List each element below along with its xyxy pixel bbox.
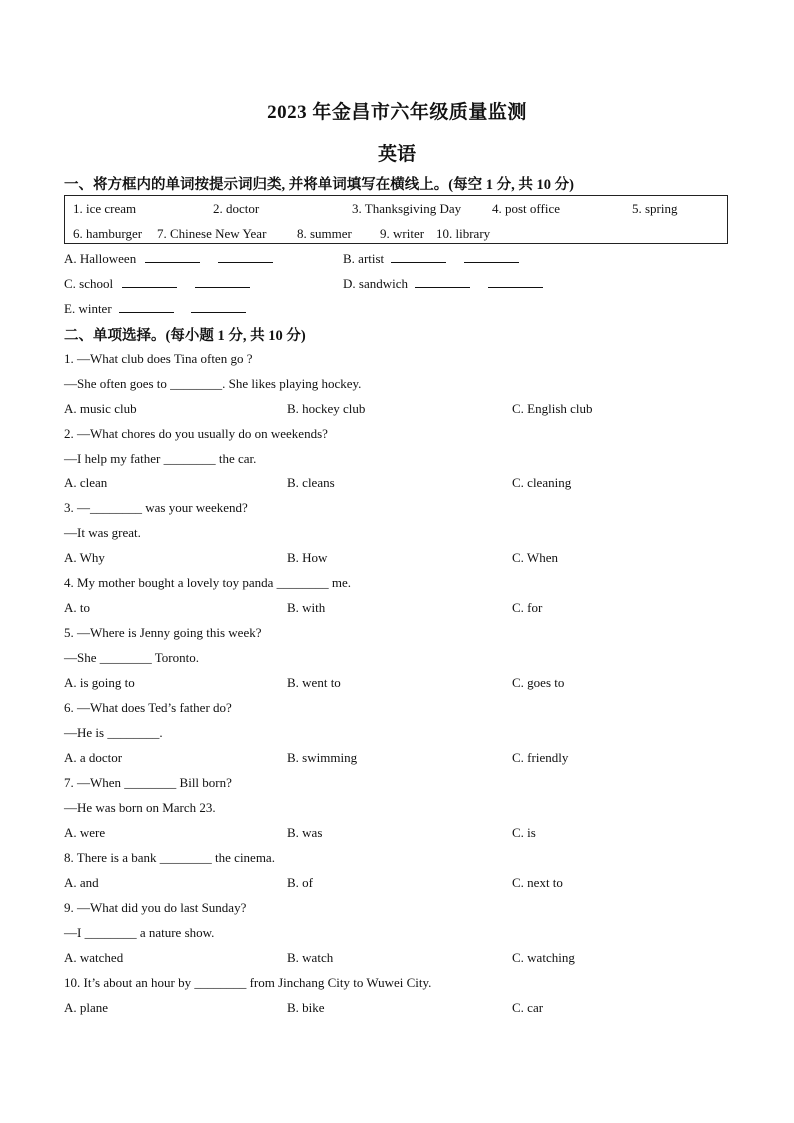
question-text: 6. —What does Ted’s father do?	[64, 700, 232, 715]
section2-heading: 二、单项选择。(每小题 1 分, 共 10 分)	[64, 328, 306, 344]
word-item: 7. Chinese New Year	[157, 226, 267, 241]
option-b[interactable]: B. went to	[287, 675, 341, 690]
option-b[interactable]: B. bike	[287, 1000, 325, 1015]
question-text: 7. —When ________ Bill born?	[64, 775, 232, 790]
option-c[interactable]: C. When	[512, 550, 558, 565]
option-c[interactable]: C. cleaning	[512, 475, 572, 490]
answer-blank[interactable]	[122, 274, 177, 288]
option-a[interactable]: A. Why	[64, 550, 105, 565]
answer-blank[interactable]	[391, 249, 446, 263]
option-a[interactable]: A. were	[64, 825, 106, 840]
answer-blank[interactable]	[119, 299, 174, 313]
question-text: 2. —What chores do you usually do on weekends?	[64, 426, 328, 441]
category-label: E. winter	[64, 301, 112, 316]
option-c[interactable]: C. goes to	[512, 675, 565, 690]
question-text: 9. —What did you do last Sunday?	[64, 900, 247, 915]
category-label: A. Halloween	[64, 251, 137, 266]
option-c[interactable]: C. friendly	[512, 750, 569, 765]
category-label: B. artist	[343, 251, 385, 266]
question-text: 8. There is a bank ________ the cinema.	[64, 850, 275, 865]
word-item: 5. spring	[632, 201, 678, 216]
word-box	[64, 195, 728, 244]
option-a[interactable]: A. is going to	[64, 675, 135, 690]
option-a[interactable]: A. music club	[64, 401, 137, 416]
answer-blank[interactable]	[218, 249, 273, 263]
category-b	[343, 249, 519, 269]
option-c[interactable]: C. for	[512, 600, 543, 615]
question-text: —She often goes to ________. She likes playing hockey.	[64, 376, 362, 391]
option-c[interactable]: C. is	[512, 825, 536, 840]
question-text: —I ________ a nature show.	[64, 925, 215, 940]
category-d	[343, 274, 543, 294]
question-text: 4. My mother bought a lovely toy panda ________ me.	[64, 575, 352, 590]
word-item: 2. doctor	[213, 201, 260, 216]
page-title: 2023 年金昌市六年级质量监测	[267, 102, 527, 123]
page-subtitle: 英语	[377, 144, 416, 165]
option-b[interactable]: B. How	[287, 550, 328, 565]
category-e	[64, 299, 246, 319]
category-c	[64, 274, 250, 294]
option-c[interactable]: C. watching	[512, 950, 575, 965]
answer-blank[interactable]	[195, 274, 250, 288]
answer-blank[interactable]	[488, 274, 543, 288]
question-text: —It was great.	[64, 525, 141, 540]
option-a[interactable]: A. plane	[64, 1000, 109, 1015]
category-a	[64, 249, 273, 269]
answer-blank[interactable]	[191, 299, 246, 313]
option-a[interactable]: A. a doctor	[64, 750, 123, 765]
word-item: 8. summer	[297, 226, 352, 241]
word-item: 9. writer	[380, 226, 425, 241]
answer-blank[interactable]	[464, 249, 519, 263]
word-item: 10. library	[436, 226, 491, 241]
section1-heading: 一、将方框内的单词按提示词归类, 并将单词填写在横线上。(每空 1 分, 共 10 分)	[64, 177, 574, 193]
answer-blank[interactable]	[145, 249, 200, 263]
question-text: 5. —Where is Jenny going this week?	[64, 625, 262, 640]
option-b[interactable]: B. of	[287, 875, 313, 890]
option-c[interactable]: C. next to	[512, 875, 563, 890]
option-b[interactable]: B. with	[287, 600, 326, 615]
category-label: C. school	[64, 276, 114, 291]
option-c[interactable]: C. English club	[512, 401, 593, 416]
question-text: —He was born on March 23.	[64, 800, 216, 815]
option-a[interactable]: A. clean	[64, 475, 108, 490]
word-item: 3. Thanksgiving Day	[352, 201, 462, 216]
word-item: 6. hamburger	[73, 226, 143, 241]
word-item: 1. ice cream	[73, 201, 137, 216]
option-a[interactable]: A. to	[64, 600, 90, 615]
option-a[interactable]: A. watched	[64, 950, 124, 965]
option-b[interactable]: B. swimming	[287, 750, 358, 765]
question-text: —He is ________.	[64, 725, 163, 740]
option-b[interactable]: B. cleans	[287, 475, 335, 490]
category-label: D. sandwich	[343, 276, 408, 291]
answer-blank[interactable]	[415, 274, 470, 288]
word-item: 4. post office	[492, 201, 560, 216]
option-b[interactable]: B. watch	[287, 950, 334, 965]
option-c[interactable]: C. car	[512, 1000, 544, 1015]
question-text: —I help my father ________ the car.	[64, 451, 257, 466]
option-a[interactable]: A. and	[64, 875, 99, 890]
option-b[interactable]: B. was	[287, 825, 323, 840]
question-text: 1. —What club does Tina often go ?	[64, 351, 253, 366]
question-text: —She ________ Toronto.	[64, 650, 199, 665]
question-text: 10. It’s about an hour by ________ from Jinchang City to Wuwei City.	[64, 975, 432, 990]
option-b[interactable]: B. hockey club	[287, 401, 366, 416]
question-text: 3. —________ was your weekend?	[64, 500, 248, 515]
